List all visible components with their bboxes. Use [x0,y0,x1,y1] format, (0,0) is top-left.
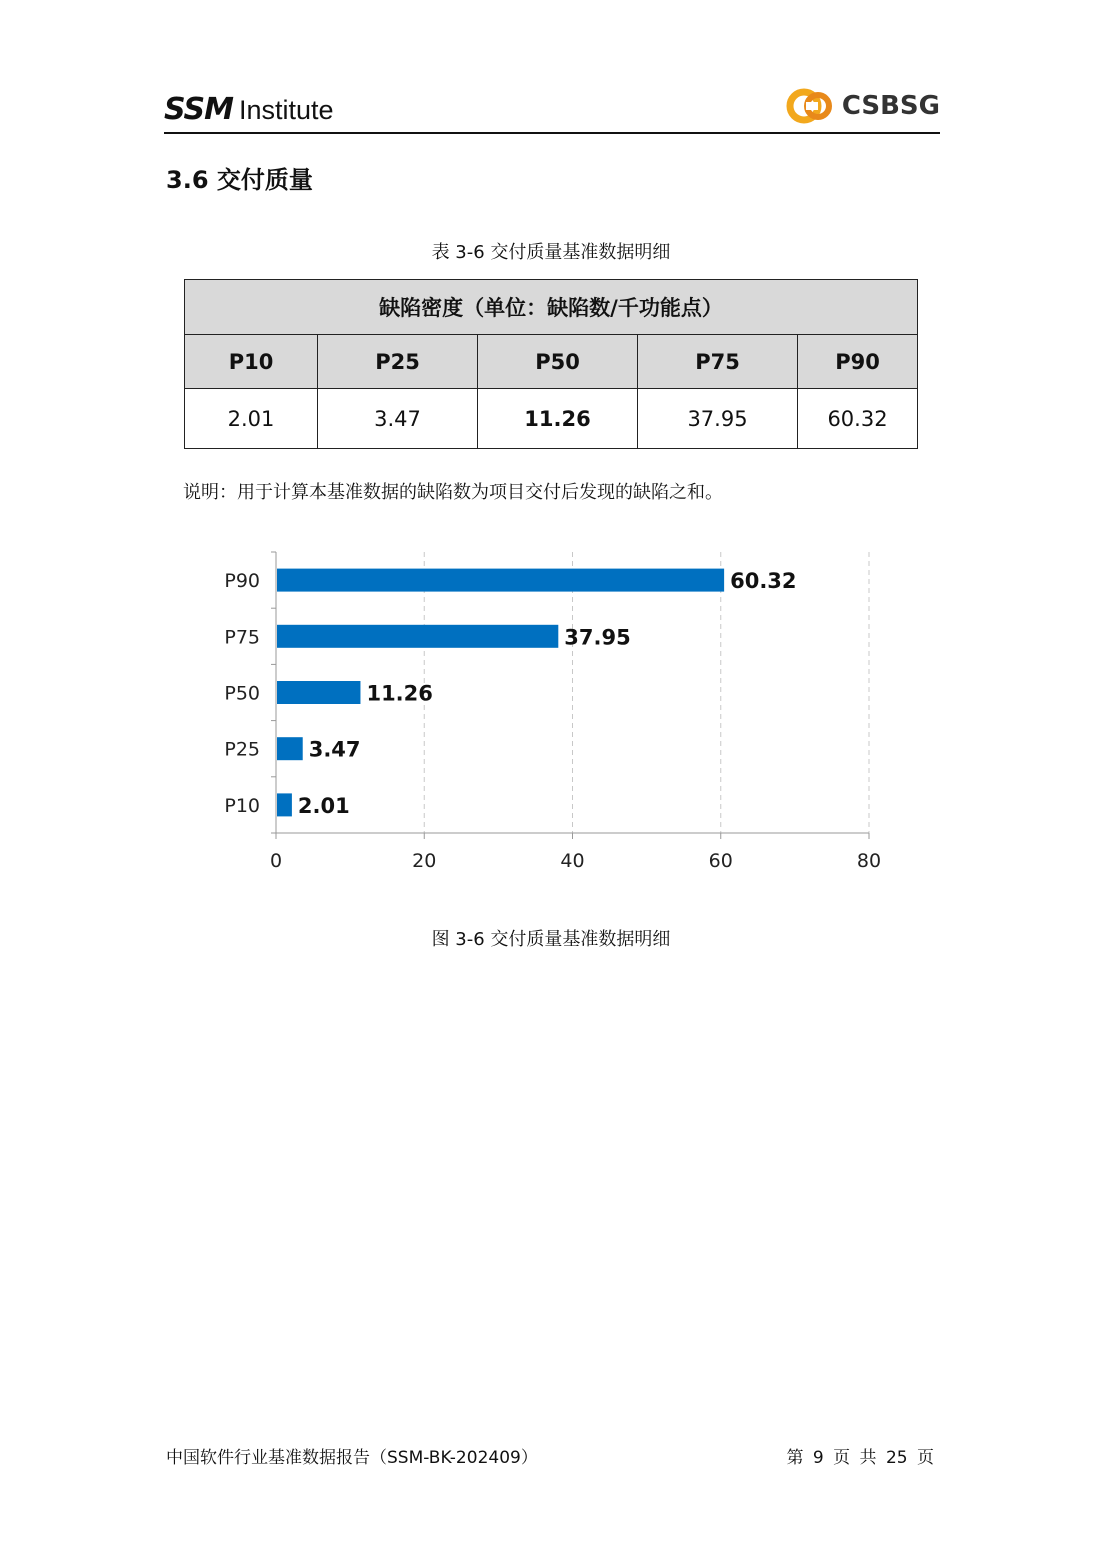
column-header: P90 [798,335,918,389]
ssm-logo-text: Institute [239,95,334,125]
bar [277,737,303,760]
x-tick-label: 0 [269,850,283,872]
x-tick-label: 40 [560,850,585,872]
ssm-institute-logo [164,92,334,127]
table-cell: 37.95 [638,389,798,449]
column-header: P25 [318,335,478,389]
bar [277,569,724,592]
bar [277,681,360,704]
table-cell: 3.47 [318,389,478,449]
table-caption: 表 3-6 交付质量基准数据明细 [431,242,671,263]
x-tick-label: 60 [708,850,733,872]
defect-density-table [184,279,918,449]
table-cell: 11.26 [478,389,638,449]
csbsg-logo [786,88,940,124]
bar-value-label: 37.95 [564,625,631,650]
section-title: 3.6 交付质量 [166,166,313,194]
bar-value-label: 60.32 [730,569,797,594]
column-header: P10 [185,335,318,389]
bar-value-label: 3.47 [308,737,361,762]
y-tick-label: P90 [224,570,260,593]
column-header: P50 [478,335,638,389]
table-cell: 2.01 [185,389,318,449]
table-row [185,389,918,449]
y-tick-label: P25 [224,738,260,761]
defect-density-chart [200,540,900,890]
page-header [164,86,940,134]
x-tick-label: 80 [856,850,882,872]
ssm-logo-mark: SSM [164,92,233,127]
column-header: P75 [638,335,798,389]
bar-value-label: 11.26 [366,681,433,706]
y-tick-label: P10 [224,794,260,817]
csbsg-logo-text: CSBSG [841,91,940,121]
table-header-title: 缺陷密度（单位：缺陷数/千功能点） [185,280,918,335]
y-tick-label: P50 [224,682,260,705]
x-tick-label: 20 [412,850,437,872]
table-column-row [185,335,918,389]
table-cell: 60.32 [798,389,918,449]
bar-value-label: 2.01 [297,793,350,818]
bar [277,793,292,816]
csbsg-emblem-icon [786,88,836,124]
table-header-row [185,280,918,335]
bar [277,625,558,648]
footer-page-info: 第 9 页 共 25 页 [786,1448,934,1468]
figure-caption: 图 3-6 交付质量基准数据明细 [431,929,671,950]
table-note: 说明：用于计算本基准数据的缺陷数为项目交付后发现的缺陷之和。 [183,482,723,503]
y-tick-label: P75 [224,626,260,649]
footer-report-name: 中国软件行业基准数据报告（SSM-BK-202409） [166,1448,538,1468]
